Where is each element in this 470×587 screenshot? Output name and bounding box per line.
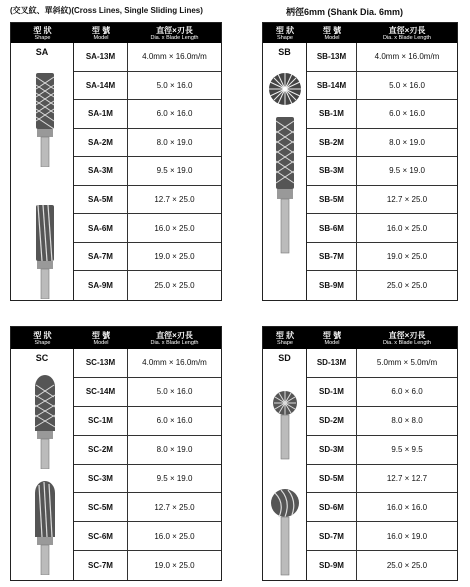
shape-column xyxy=(263,43,307,300)
rows xyxy=(307,349,457,580)
dimension-cell: 16.0 × 25.0 xyxy=(386,223,428,233)
header-shape-en: Shape xyxy=(34,34,51,41)
model-cell: SC-13M xyxy=(74,349,128,377)
model-cell: SA-5M xyxy=(74,186,128,214)
model-cell: SC-1M xyxy=(74,407,128,435)
model-cell: SA-2M xyxy=(74,129,128,157)
header-model-zh: 型 號 xyxy=(91,25,111,35)
header-right-title: 柄徑6mm (Shank Dia. 6mm) xyxy=(286,7,404,17)
table-sb xyxy=(262,22,458,301)
dimension-cell: 5.0 × 16.0 xyxy=(156,387,193,397)
dimension-cell: 6.0 × 6.0 xyxy=(391,387,423,397)
header-model xyxy=(307,327,357,349)
table-header xyxy=(263,23,457,43)
dimension-cell: 12.7 × 25.0 xyxy=(386,195,428,204)
header-shape-zh: 型 狀 xyxy=(33,25,52,35)
dimension-cell: 6.0 × 16.0 xyxy=(389,109,425,119)
dimension-cell: 25.0 × 25.0 xyxy=(386,281,428,291)
header-shape-en: Shape xyxy=(277,339,293,346)
header-dia-en: Dia. x Blade Length xyxy=(382,339,431,346)
table-row xyxy=(307,186,457,215)
model-cell: SB-9M xyxy=(307,271,357,300)
table-row xyxy=(74,551,221,580)
header-shape-zh: 型 狀 xyxy=(275,330,295,340)
dimension-cell: 5.0 × 16.0 xyxy=(156,80,193,90)
table-row xyxy=(74,378,221,407)
model-cell: SA-3M xyxy=(74,157,128,185)
burr-cylinder-radius-end-image xyxy=(31,373,59,469)
header-dia-en: Dia. x Blade Length xyxy=(150,34,199,41)
table-row xyxy=(307,214,457,243)
model-cell: SB-1M xyxy=(307,100,357,128)
table-row xyxy=(74,349,221,378)
dimension-cell: 25.0 × 25.0 xyxy=(386,561,428,571)
model-cell: SC-7M xyxy=(74,551,128,580)
model-cell: SD-3M xyxy=(307,436,357,464)
dimension-cell: 8.0 × 19.0 xyxy=(156,445,193,455)
header-dia xyxy=(128,327,221,349)
table-row xyxy=(307,551,457,580)
series-prefix: SD xyxy=(278,353,291,363)
header-dia xyxy=(128,23,221,43)
header-left-title: (交叉紋、單斜紋)(Cross Lines, Single Sliding Lines) xyxy=(10,6,203,15)
header-dia-zh: 直徑×刃長 xyxy=(388,25,426,35)
model-cell: SC-14M xyxy=(74,378,128,406)
dimension-cell: 25.0 × 25.0 xyxy=(154,281,195,291)
table-row xyxy=(74,436,221,465)
table-header xyxy=(11,327,221,349)
dimension-cell: 16.0 × 25.0 xyxy=(154,223,195,233)
model-cell: SB-2M xyxy=(307,129,357,157)
model-cell: SD-9M xyxy=(307,551,357,580)
header-model-zh: 型 號 xyxy=(322,330,342,340)
dimension-cell: 9.5 × 19.0 xyxy=(156,473,193,483)
table-sd xyxy=(262,326,458,581)
dimension-cell: 5.0mm × 5.0m/m xyxy=(376,358,438,368)
series-prefix: SB xyxy=(278,47,291,57)
dimension-cell: 4.0mm × 16.0m/m xyxy=(374,52,440,62)
header-dia-zh: 直徑×刃長 xyxy=(156,330,193,340)
table-row xyxy=(74,243,221,272)
model-cell: SD-2M xyxy=(307,407,357,435)
model-cell: SB-5M xyxy=(307,186,357,214)
dimension-cell: 8.0 × 19.0 xyxy=(389,137,425,147)
model-cell: SA-9M xyxy=(74,271,128,300)
burr-ball-image xyxy=(271,389,299,461)
burr-cylinder-radius-single-cut-image xyxy=(31,479,59,575)
dimension-cell: 4.0mm × 16.0m/m xyxy=(142,358,207,368)
dimension-cell: 16.0 × 25.0 xyxy=(154,531,195,541)
model-cell: SC-5M xyxy=(74,493,128,521)
model-cell: SB-13M xyxy=(307,43,357,71)
header-model-zh: 型 號 xyxy=(322,25,342,35)
header-model-en: Model xyxy=(324,339,340,346)
table-row xyxy=(307,43,457,72)
model-cell: SB-6M xyxy=(307,214,357,242)
model-cell: SC-6M xyxy=(74,522,128,550)
header-shape-en: Shape xyxy=(34,339,51,346)
rows xyxy=(74,349,221,580)
header-shape xyxy=(11,23,74,43)
table-row xyxy=(307,243,457,272)
table-row xyxy=(307,271,457,300)
dimension-cell: 8.0 × 19.0 xyxy=(156,137,193,147)
dimension-cell: 12.7 × 25.0 xyxy=(154,502,195,512)
table-sc xyxy=(10,326,222,581)
table-row xyxy=(307,465,457,494)
header-dia-en: Dia. x Blade Length xyxy=(382,34,431,41)
header-dia-zh: 直徑×刃長 xyxy=(388,330,426,340)
dimension-cell: 9.5 × 19.0 xyxy=(389,166,425,176)
model-cell: SD-6M xyxy=(307,493,357,521)
table-header xyxy=(11,23,221,43)
header-model-en: Model xyxy=(324,34,340,41)
series-prefix: SC xyxy=(35,353,49,363)
table-row xyxy=(74,214,221,243)
table-row xyxy=(307,493,457,522)
dimension-cell: 5.0 × 16.0 xyxy=(389,80,425,90)
header-shape-zh: 型 狀 xyxy=(33,330,52,340)
series-prefix: SA xyxy=(35,47,49,57)
table-row xyxy=(74,157,221,186)
table-row xyxy=(74,186,221,215)
dimension-cell: 6.0 × 16.0 xyxy=(156,109,193,119)
dimension-cell: 19.0 × 25.0 xyxy=(154,561,195,571)
header-shape xyxy=(263,327,307,349)
burr-cylinder-single-cut-image xyxy=(33,203,57,299)
header-shape xyxy=(11,327,74,349)
burr-ball-single-cut-image xyxy=(269,487,301,577)
model-cell: SC-3M xyxy=(74,465,128,493)
burr-cylinder-end-cut-image xyxy=(267,71,303,107)
header-model-en: Model xyxy=(93,339,109,346)
table-row xyxy=(74,407,221,436)
dimension-cell: 16.0 × 16.0 xyxy=(386,502,428,512)
dimension-cell: 9.5 × 19.0 xyxy=(156,166,193,176)
header-model-zh: 型 號 xyxy=(91,330,111,340)
table-row xyxy=(74,493,221,522)
table-row xyxy=(307,378,457,407)
dimension-cell: 12.7 × 12.7 xyxy=(386,473,428,483)
header-dia-en: Dia. x Blade Length xyxy=(150,339,199,346)
model-cell: SA-6M xyxy=(74,214,128,242)
rows xyxy=(74,43,221,300)
model-cell: SC-2M xyxy=(74,436,128,464)
dimension-cell: 6.0 × 16.0 xyxy=(156,416,193,426)
burr-cylinder-image xyxy=(33,71,57,167)
table-row xyxy=(307,407,457,436)
header-model xyxy=(74,327,128,349)
header-dia xyxy=(357,23,457,43)
model-cell: SB-3M xyxy=(307,157,357,185)
header-model xyxy=(74,23,128,43)
table-row xyxy=(307,129,457,158)
dimension-cell: 19.0 × 25.0 xyxy=(154,252,195,262)
burr-cylinder-image xyxy=(273,115,297,255)
model-cell: SB-14M xyxy=(307,72,357,100)
table-row xyxy=(74,465,221,494)
shape-column xyxy=(11,349,74,580)
table-header xyxy=(263,327,457,349)
model-cell: SA-1M xyxy=(74,100,128,128)
model-cell: SD-1M xyxy=(307,378,357,406)
rows xyxy=(307,43,457,300)
dimension-cell: 12.7 × 25.0 xyxy=(154,195,195,204)
model-cell: SD-5M xyxy=(307,465,357,493)
table-sa xyxy=(10,22,222,301)
table-row xyxy=(74,72,221,101)
table-row xyxy=(307,72,457,101)
table-row xyxy=(74,43,221,72)
model-cell: SA-14M xyxy=(74,72,128,100)
model-cell: SA-13M xyxy=(74,43,128,71)
shape-column xyxy=(11,43,74,300)
table-row xyxy=(74,271,221,300)
header-dia-zh: 直徑×刃長 xyxy=(156,25,193,35)
dimension-cell: 8.0 × 8.0 xyxy=(391,416,423,426)
dimension-cell: 19.0 × 25.0 xyxy=(386,252,428,262)
header-dia xyxy=(357,327,457,349)
table-row xyxy=(74,522,221,551)
header-shape xyxy=(263,23,307,43)
table-row xyxy=(307,522,457,551)
header-shape-zh: 型 狀 xyxy=(275,25,295,35)
table-row xyxy=(307,157,457,186)
table-row xyxy=(307,100,457,129)
model-cell: SA-7M xyxy=(74,243,128,271)
model-cell: SD-7M xyxy=(307,522,357,550)
shape-column xyxy=(263,349,307,580)
table-row xyxy=(74,100,221,129)
model-cell: SD-13M xyxy=(307,349,357,377)
model-cell: SB-7M xyxy=(307,243,357,271)
dimension-cell: 16.0 × 19.0 xyxy=(386,531,428,541)
header-model-en: Model xyxy=(93,34,109,41)
dimension-cell: 9.5 × 9.5 xyxy=(391,445,423,455)
table-row xyxy=(307,436,457,465)
table-row xyxy=(307,349,457,378)
table-row xyxy=(74,129,221,158)
dimension-cell: 4.0mm × 16.0m/m xyxy=(142,52,207,62)
header-model xyxy=(307,23,357,43)
header-shape-en: Shape xyxy=(277,34,293,41)
